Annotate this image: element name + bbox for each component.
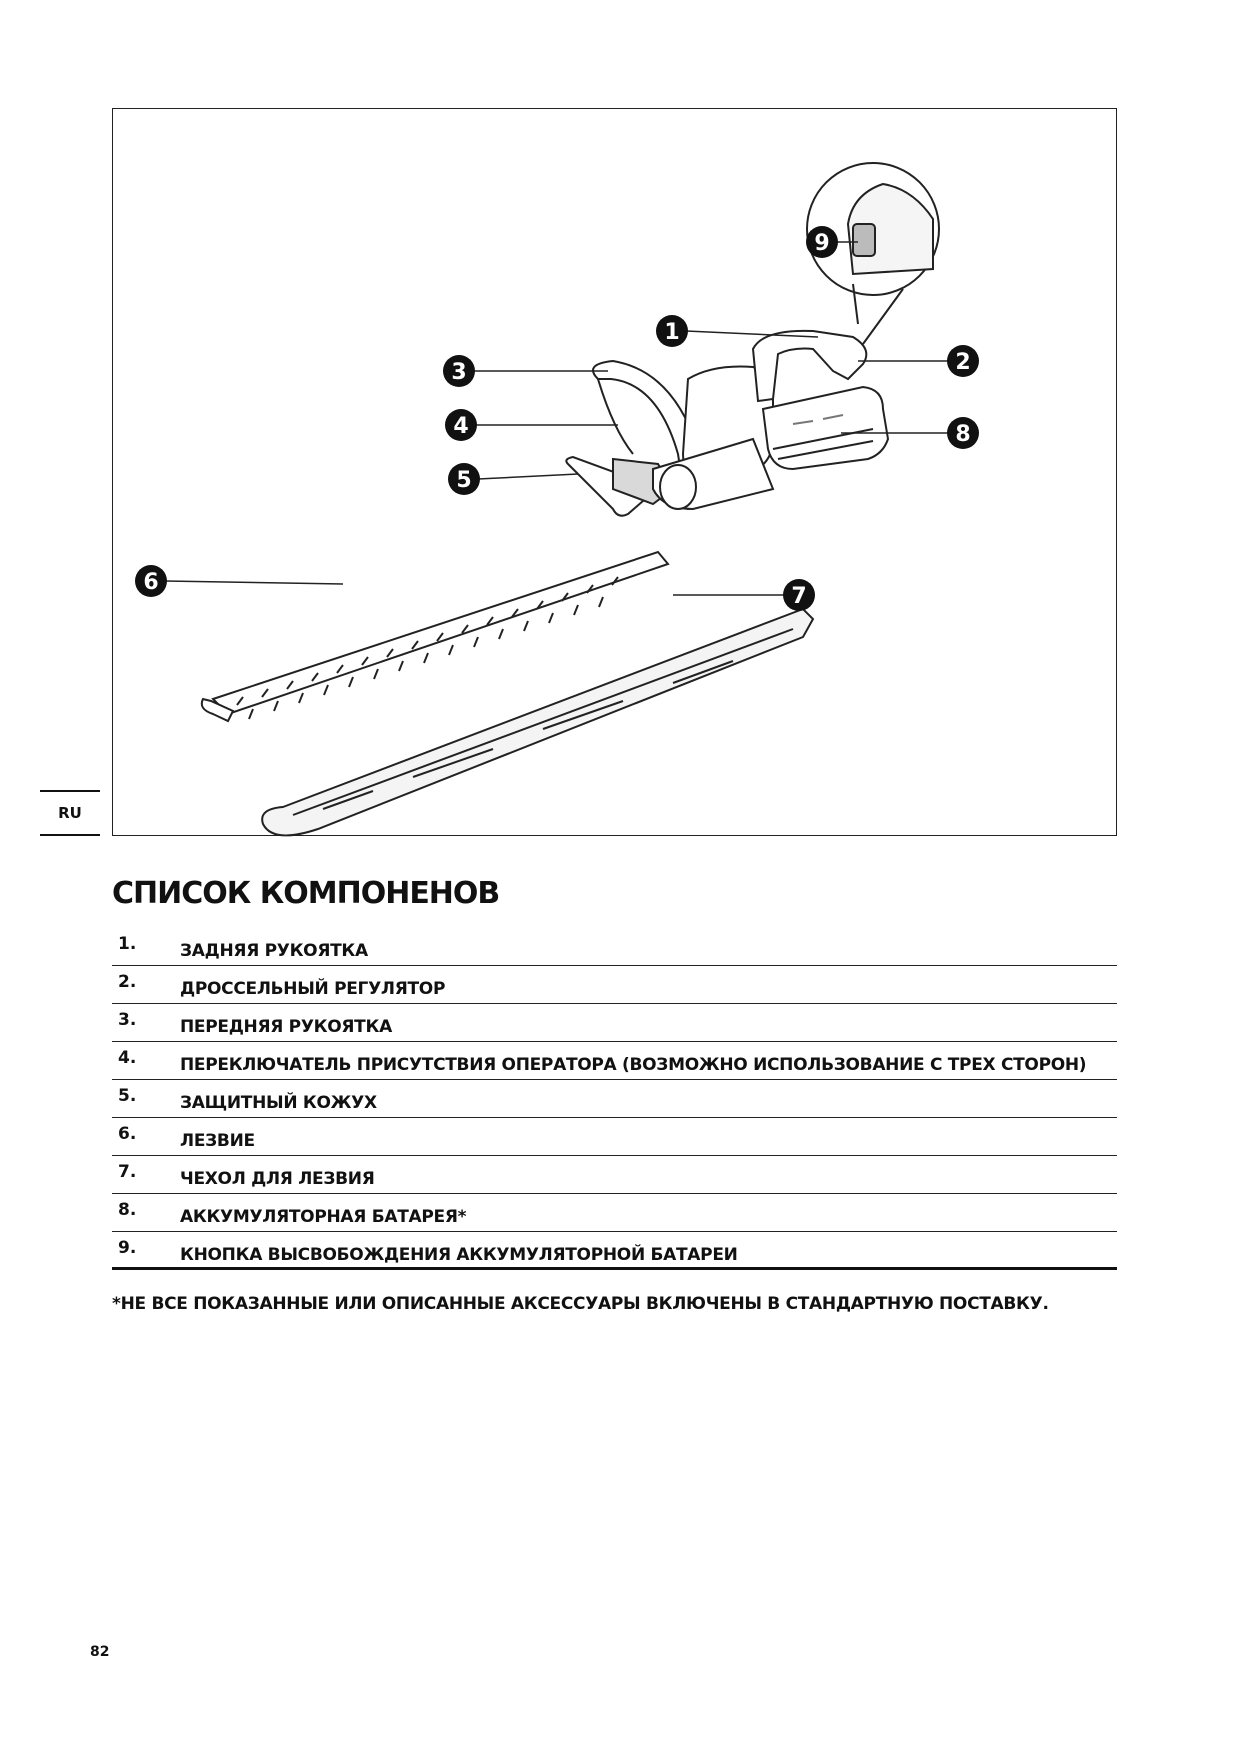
parts-list-item <box>112 1118 1117 1156</box>
callout-6 <box>135 565 167 597</box>
part-number: 9. <box>118 1238 137 1258</box>
callout-4 <box>445 409 477 441</box>
callout-1 <box>656 315 688 347</box>
part-label: АККУМУЛЯТОРНАЯ БАТАРЕЯ* <box>180 1207 467 1227</box>
parts-list-item <box>112 1232 1117 1270</box>
part-label: ЗАДНЯЯ РУКОЯТКА <box>180 941 368 961</box>
part-label: ПЕРЕКЛЮЧАТЕЛЬ ПРИСУТСТВИЯ ОПЕРАТОРА (ВОЗМОЖНО ИСПОЛЬЗОВАНИЕ С ТРЕХ СТОРОН) <box>180 1055 1087 1075</box>
parts-list-item <box>112 966 1117 1004</box>
language-tab <box>40 790 100 836</box>
callout-label: 9 <box>814 231 830 256</box>
part-number: 7. <box>118 1162 137 1182</box>
callout-7 <box>783 579 815 611</box>
battery-pack <box>763 387 888 469</box>
callout-label: 5 <box>456 468 472 493</box>
parts-list-item <box>112 1194 1117 1232</box>
parts-list-item <box>112 1004 1117 1042</box>
part-number: 3. <box>118 1010 137 1030</box>
footnote: *НЕ ВСЕ ПОКАЗАННЫЕ ИЛИ ОПИСАННЫЕ АКСЕССУАРЫ ВКЛЮЧЕНЫ В СТАНДАРТНУЮ ПОСТАВКУ. <box>112 1294 1049 1314</box>
language-code: RU <box>58 804 82 822</box>
part-label: ЗАЩИТНЫЙ КОЖУХ <box>180 1093 377 1113</box>
part-label: КНОПКА ВЫСВОБОЖДЕНИЯ АККУМУЛЯТОРНОЙ БАТАРЕИ <box>180 1245 738 1265</box>
page-number: 82 <box>90 1644 110 1660</box>
parts-list-item <box>112 1042 1117 1080</box>
callout-3 <box>443 355 475 387</box>
part-label: ЧЕХОЛ ДЛЯ ЛЕЗВИЯ <box>180 1169 375 1189</box>
hedge-trimmer-illustration <box>113 109 1118 837</box>
callout-label: 7 <box>791 584 807 609</box>
callout-label: 4 <box>453 414 469 439</box>
part-number: 4. <box>118 1048 137 1068</box>
parts-list <box>112 928 1117 1270</box>
hedge-trimmer-diagram <box>112 108 1117 836</box>
parts-list-item <box>112 1080 1117 1118</box>
callout-label: 1 <box>664 320 680 345</box>
motor-body <box>653 367 773 510</box>
part-number: 5. <box>118 1086 137 1106</box>
section-title: СПИСОК КОМПОНЕНОВ <box>112 876 500 911</box>
part-label: ЛЕЗВИЕ <box>180 1131 255 1151</box>
callout-label: 6 <box>143 570 159 595</box>
callout-2 <box>947 345 979 377</box>
parts-list-item <box>112 928 1117 966</box>
callout-9 <box>806 226 838 258</box>
part-number: 1. <box>118 934 137 954</box>
callout-label: 2 <box>955 350 971 375</box>
callout-label: 8 <box>955 422 971 447</box>
part-number: 8. <box>118 1200 137 1220</box>
callout-label: 3 <box>451 360 467 385</box>
part-number: 6. <box>118 1124 137 1144</box>
part-label: ДРОССЕЛЬНЫЙ РЕГУЛЯТОР <box>180 979 446 999</box>
blade-cover <box>262 609 813 835</box>
part-label: ПЕРЕДНЯЯ РУКОЯТКА <box>180 1017 392 1037</box>
callout-5 <box>448 463 480 495</box>
parts-list-item <box>112 1156 1117 1194</box>
callout-8 <box>947 417 979 449</box>
part-number: 2. <box>118 972 137 992</box>
